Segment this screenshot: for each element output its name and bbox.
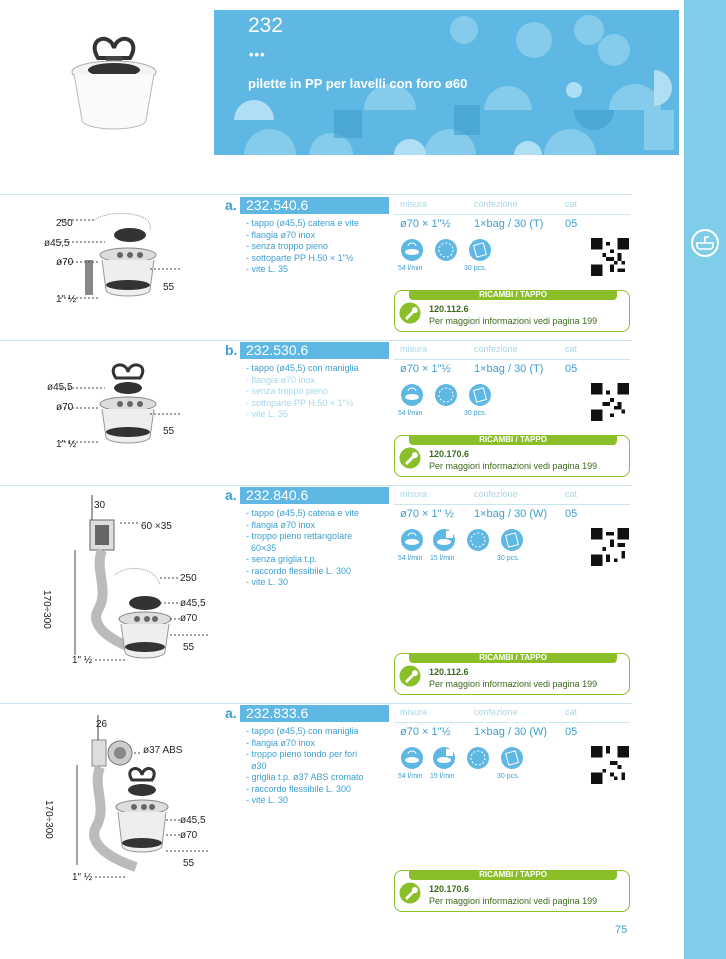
feature-item: - senza troppo pieno <box>246 386 329 396</box>
feature-item: - raccordo flessibile L. 300 <box>246 783 352 794</box>
spare-header: RICAMBI / TAPPO <box>409 435 617 445</box>
feature-item: - flangia ø70 inox <box>246 374 316 385</box>
product-code: 232.840.6 <box>240 487 389 504</box>
feature-item: - sottoparte PP H.50 × 1"½ <box>246 397 354 408</box>
feature-item: - sottoparte PP H.50 × 1"½ <box>246 252 354 263</box>
dim-label: 60 ×35 <box>141 521 172 532</box>
dim-label: 30 <box>94 500 106 511</box>
flow-label: 15 l/min <box>430 773 455 780</box>
overflow-flow-icon <box>432 528 456 552</box>
dim-label: ø45,5 <box>180 815 206 826</box>
col-misura: misura <box>400 344 428 354</box>
circle-dots-icon <box>434 238 458 262</box>
feature-item: - tappo (ø45,5) con maniglia <box>246 363 359 373</box>
pcs-label: 30 pcs. <box>464 265 487 272</box>
overflow-flow-icon <box>432 746 456 770</box>
feature-item: - vite L. 30 <box>246 795 289 805</box>
dim-label: 1" ½ <box>72 655 93 666</box>
misura-value: ø70 × 1"½ <box>400 726 451 738</box>
wrench-icon <box>399 665 421 687</box>
feature-item: - vite L. 30 <box>246 577 289 587</box>
flow-icon <box>400 528 424 552</box>
technical-drawing <box>60 205 180 315</box>
bag-icon <box>500 528 524 552</box>
misura-value: ø70 × 1"½ <box>400 363 451 375</box>
confezione-value: 1×bag / 30 (T) <box>474 363 544 375</box>
page-number: 75 <box>615 924 628 936</box>
flow-icon <box>400 746 424 770</box>
product-code: 232.530.6 <box>240 342 389 359</box>
technical-drawing <box>60 358 180 458</box>
product-code: 232.833.6 <box>240 705 389 722</box>
col-cat: cat <box>565 489 578 499</box>
dim-label: 26 <box>96 719 108 730</box>
confezione-value: 1×bag / 30 (W) <box>474 726 548 738</box>
col-divider <box>394 722 630 723</box>
dim-label: ø37 ABS <box>143 745 183 756</box>
col-misura: misura <box>400 707 428 717</box>
variant-letter: a. <box>225 487 237 503</box>
feature-item: - griglia t.p. ø37 ABS cromato <box>246 772 364 782</box>
page-title: 232 <box>248 14 284 37</box>
flow-icon <box>400 238 424 262</box>
hero-product-image <box>60 28 170 133</box>
feature-item: - senza griglia t.p. <box>246 554 318 564</box>
feature-item: - tappo (ø45,5) catena e vite <box>246 218 360 228</box>
flow-label: 54 l/min <box>398 773 423 780</box>
dim-label: ø70 <box>56 257 74 268</box>
confezione-value: 1×bag / 30 (T) <box>474 218 544 230</box>
cat-value: 05 <box>565 726 578 738</box>
flow-label: 54 l/min <box>398 555 423 562</box>
wrench-icon <box>399 302 421 324</box>
feature-item: - flangia ø70 inox <box>246 519 316 530</box>
misura-value: ø70 × 1"½ <box>400 218 451 230</box>
section-divider <box>0 703 632 704</box>
feature-item: - vite L. 35 <box>246 409 289 419</box>
wrench-icon <box>399 447 421 469</box>
col-cat: cat <box>565 199 578 209</box>
col-cat: cat <box>565 707 578 717</box>
spare-code: 120.170.6 <box>429 449 470 459</box>
qr-code[interactable] <box>591 238 629 276</box>
col-divider <box>394 504 630 505</box>
cat-value: 05 <box>565 508 578 520</box>
col-cat: cat <box>565 344 578 354</box>
spare-part-box <box>394 653 630 695</box>
flow-icon <box>400 383 424 407</box>
feature-list <box>246 363 359 421</box>
col-divider <box>394 214 630 215</box>
cat-value: 05 <box>565 218 578 230</box>
feature-item: - flangia ø70 inox <box>246 229 316 240</box>
dim-label: 55 <box>183 642 195 653</box>
spare-info: Per maggiori informazioni vedi pagina 199 <box>429 461 598 471</box>
feature-item: - senza troppo pieno <box>246 241 329 251</box>
sink-icon <box>690 228 720 258</box>
dim-label: 170÷300 <box>41 590 52 629</box>
feature-item: 60×35 <box>251 542 277 553</box>
feature-item: - troppo pieno rettangolare <box>246 531 353 541</box>
section-divider <box>0 194 632 195</box>
flow-label: 15 l/min <box>430 555 455 562</box>
feature-item: - flangia ø70 inox <box>246 737 316 748</box>
feature-item: ø30 <box>251 760 267 771</box>
title-dots: ••• <box>249 47 266 62</box>
feature-list <box>246 508 359 589</box>
dim-label: 1" ½ <box>56 294 77 305</box>
pcs-label: 30 pcs. <box>464 410 487 417</box>
col-confezione: confezione <box>474 707 518 717</box>
feature-item: - vite L. 35 <box>246 264 289 274</box>
spare-header: RICAMBI / TAPPO <box>409 653 617 663</box>
flow-label: 54 l/min <box>398 410 423 417</box>
feature-item: - tappo (ø45,5) catena e vite <box>246 508 360 518</box>
col-confezione: confezione <box>474 199 518 209</box>
dim-label: ø70 <box>180 613 198 624</box>
confezione-value: 1×bag / 30 (W) <box>474 508 548 520</box>
spare-part-box <box>394 290 630 332</box>
bag-icon <box>468 238 492 262</box>
spare-part-box <box>394 870 630 912</box>
side-strip <box>684 0 726 959</box>
bag-icon <box>468 383 492 407</box>
bag-icon <box>500 746 524 770</box>
dim-label: ø45,5 <box>180 598 206 609</box>
feature-list <box>246 218 359 276</box>
dim-label: ø70 <box>180 830 198 841</box>
qr-code[interactable] <box>591 528 629 566</box>
spare-info: Per maggiori informazioni vedi pagina 199 <box>429 679 598 689</box>
spare-code: 120.112.6 <box>429 667 469 677</box>
dim-label: 55 <box>183 858 195 869</box>
spare-info: Per maggiori informazioni vedi pagina 199 <box>429 896 598 906</box>
col-divider <box>394 359 630 360</box>
qr-code[interactable] <box>591 746 629 784</box>
variant-letter: a. <box>225 197 237 213</box>
qr-code[interactable] <box>591 383 629 421</box>
dim-label: 250 <box>56 218 73 229</box>
dim-label: 1" ½ <box>72 872 93 883</box>
col-confezione: confezione <box>474 344 518 354</box>
dim-label: ø45,5 <box>47 382 73 393</box>
feature-list <box>246 726 364 807</box>
page-subtitle: pilette in PP per lavelli con foro ø60 <box>248 76 468 91</box>
dim-label: 250 <box>180 573 197 584</box>
flow-label: 54 l/min <box>398 265 423 272</box>
circle-dots-icon <box>466 528 490 552</box>
spare-part-box <box>394 435 630 477</box>
dim-label: 170÷300 <box>43 800 54 839</box>
dim-label: ø70 <box>56 402 74 413</box>
feature-item: - tappo (ø45,5) con maniglia <box>246 726 359 736</box>
spare-info: Per maggiori informazioni vedi pagina 199 <box>429 316 598 326</box>
col-confezione: confezione <box>474 489 518 499</box>
feature-item: - troppo pieno tondo per fori <box>246 749 358 759</box>
spare-header: RICAMBI / TAPPO <box>409 870 617 880</box>
cat-value: 05 <box>565 363 578 375</box>
spare-code: 120.112.6 <box>429 304 469 314</box>
section-divider <box>0 340 632 341</box>
dim-label: 1" ½ <box>56 439 77 450</box>
dim-label: 55 <box>163 282 175 293</box>
dim-label: 55 <box>163 426 175 437</box>
feature-item: - raccordo flessibile L. 300 <box>246 565 352 576</box>
variant-letter: a. <box>225 705 237 721</box>
section-divider <box>0 485 632 486</box>
col-misura: misura <box>400 199 428 209</box>
dim-label: ø45,5 <box>44 238 70 249</box>
pcs-label: 30 pcs. <box>497 555 520 562</box>
product-code: 232.540.6 <box>240 197 389 214</box>
variant-letter: b. <box>225 342 238 358</box>
misura-value: ø70 × 1" ½ <box>400 508 454 520</box>
wrench-icon <box>399 882 421 904</box>
spare-code: 120.170.6 <box>429 884 470 894</box>
circle-dots-icon <box>466 746 490 770</box>
spare-header: RICAMBI / TAPPO <box>409 290 617 300</box>
circle-dots-icon <box>434 383 458 407</box>
pcs-label: 30 pcs. <box>497 773 520 780</box>
col-misura: misura <box>400 489 428 499</box>
